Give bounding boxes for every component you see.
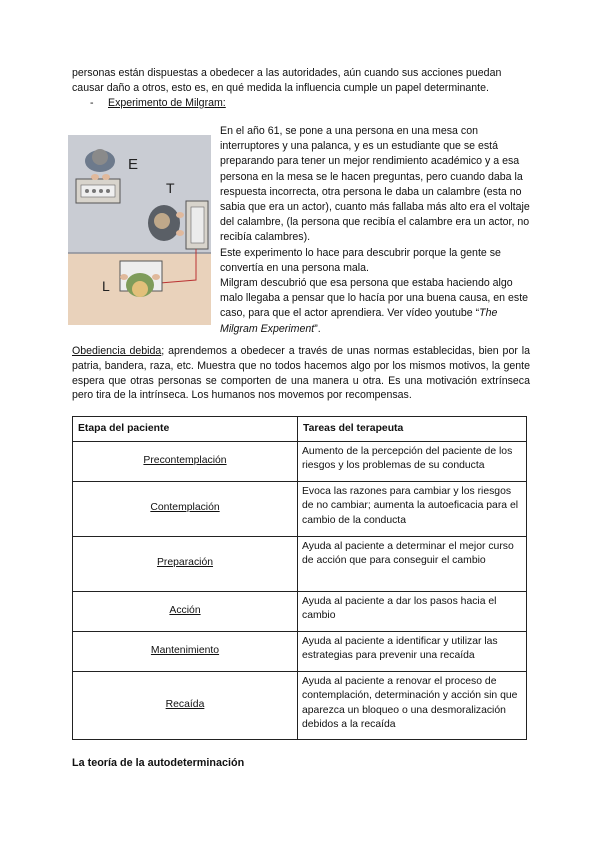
milgram-paragraph-3: [220, 276, 530, 337]
stage-cell: Acción: [73, 591, 298, 631]
section-heading: La teoría de la autodeterminación: [72, 757, 245, 769]
label-e: E: [128, 156, 139, 173]
intro-text: [72, 66, 530, 96]
stage-cell: Mantenimiento: [73, 631, 298, 671]
table-row: [73, 441, 527, 481]
bullet-dash: -: [90, 97, 94, 109]
task-cell: Ayuda al paciente a identificar y utilizar las estrategias para prevenir una recaída: [298, 631, 527, 671]
milgram-paragraph-3-text: Milgram descubrió que esa persona que estaba haciendo algo malo llegaba a pensar que lo hacía por una buena causa, en este caso, para que el actor aprendiera. Ver vídeo youtube “: [220, 277, 529, 320]
task-cell: Evoca las razones para cambiar y los riesgos de no cambiar; aumenta la autoeficacia para el cambio de la conducta: [298, 481, 527, 536]
milgram-paragraph-1: En el año 61, se pone a una persona en una mesa con interruptores y una palanca, y es un estudiante que se está preparando para tener un mejor rendimiento académico y a esa persona en la mesa se le hacen preguntas, pero cuando daba la respuesta incorrecta, otra persona le daba un calambre (esta no sabia que era un actor), cuanto más fallaba más alto era el voltaje del calambre, (la persona que recibía el calambre era un actor, no recibía calambres).: [220, 125, 530, 244]
table-row: [73, 536, 527, 591]
header-task: Tareas del terapeuta: [298, 417, 527, 442]
task-cell: Aumento de la percepción del paciente de los riesgos y los problemas de su conducta: [298, 441, 527, 481]
intro-line-1: personas están dispuestas a obedecer a las autoridades, aún cuando sus acciones puedan: [72, 67, 502, 79]
milgram-title: Experimento de Milgram:: [108, 97, 226, 109]
stage-cell: Recaída: [73, 671, 298, 739]
stages-table: [72, 416, 527, 740]
obedience-term: Obediencia debida: [72, 345, 162, 357]
stage-cell: Precontemplación: [73, 441, 298, 481]
video-title: The Milgram Experiment: [220, 307, 498, 335]
stage-cell: Contemplación: [73, 481, 298, 536]
task-cell: Ayuda al paciente a renovar el proceso de contemplación, determinación y acción sin que aparezca un bloqueo o una desmoralización debidos a la recaída: [298, 671, 527, 739]
obedience-text: ; aprendemos a obedecer a través de unas normas establecidas, bien por la patria, bandera, raza, etc. Muestra que no todos hacemos algo por los mismos motivos, la gente espera que otras personas se comporten de una manera u otra. Es una motivación extrínseca pero tira de la intrínseca. Los humanos nos movemos por recompensas.: [72, 345, 530, 402]
label-l: L: [102, 278, 110, 294]
header-stage: Etapa del paciente: [73, 417, 298, 442]
task-cell: Ayuda al paciente a determinar el mejor curso de acción que para conseguir el cambio: [298, 536, 527, 591]
learner-head: [132, 281, 148, 297]
table-row: [73, 591, 527, 631]
obedience-paragraph: [72, 344, 530, 403]
teacher-head: [154, 213, 170, 229]
table-row: [73, 481, 527, 536]
label-t: T: [166, 180, 175, 196]
table-row: [73, 631, 527, 671]
stage-cell: Preparación: [73, 536, 298, 591]
experimenter-head: [92, 149, 108, 165]
milgram-description: [220, 124, 530, 337]
task-cell: Ayuda al paciente a dar los pasos hacia el cambio: [298, 591, 527, 631]
table-row: [73, 671, 527, 739]
table-header-row: [73, 417, 527, 442]
video-suffix: ”.: [314, 322, 321, 335]
intro-line-2: causar daño a otros, esto es, en qué medida la influencia cumple un papel determinante.: [72, 81, 489, 94]
milgram-diagram: [68, 135, 211, 325]
milgram-paragraph-2: Este experimento lo hace para descubrir porque la gente se convertía en una persona mala.: [220, 246, 501, 274]
